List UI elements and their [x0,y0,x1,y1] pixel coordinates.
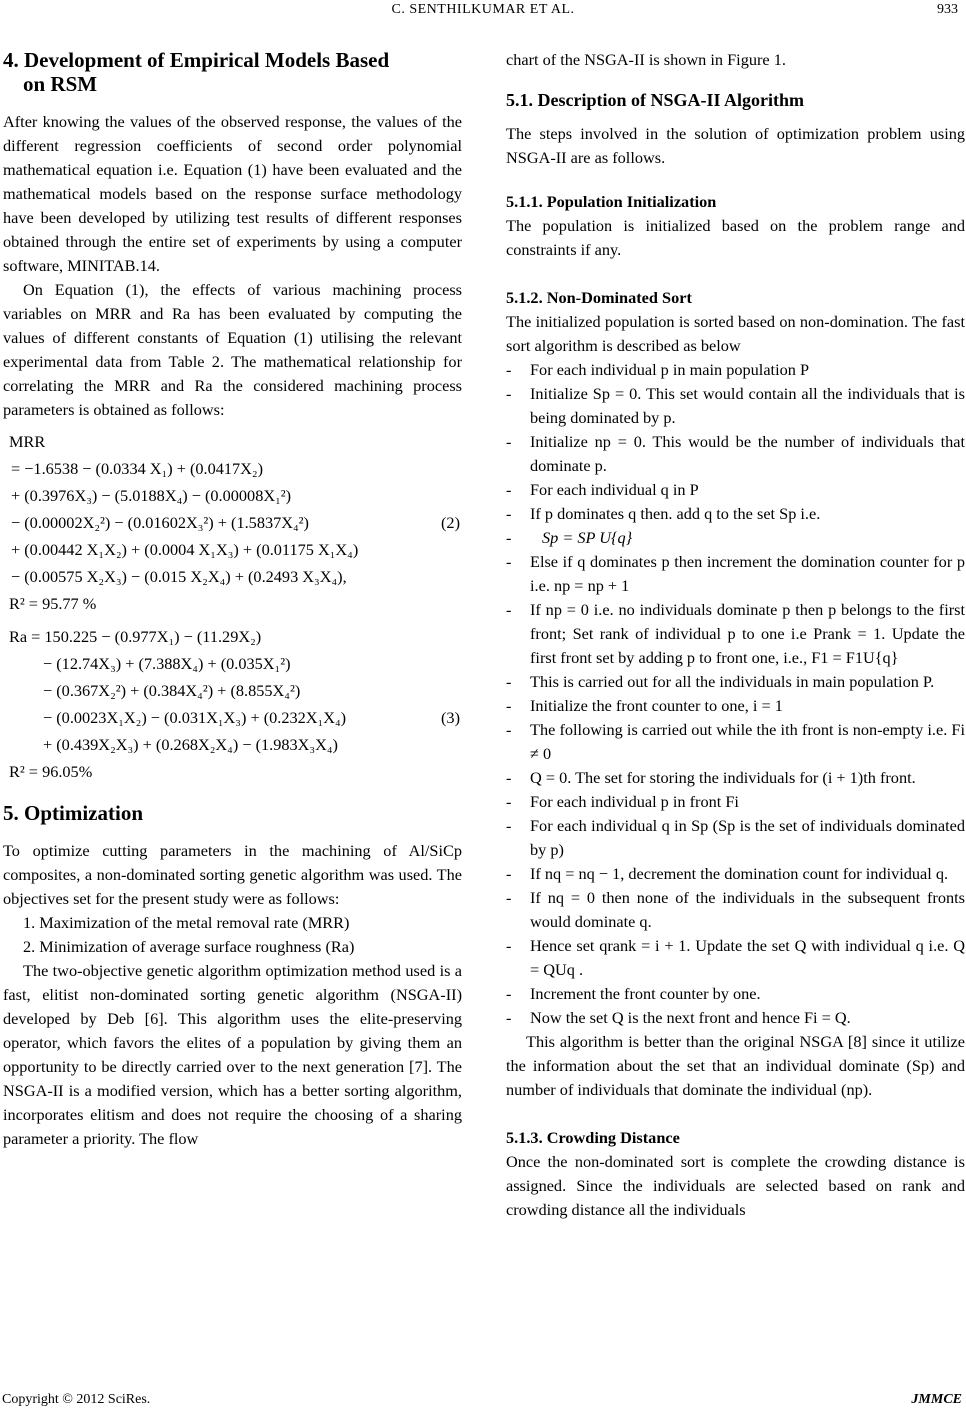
equation-line: − (0.00575 X₂X₃) − (0.015 X₂X₄) + (0.2493 X₃X₄), [11,567,347,586]
list-item: - If p dominates q then. add q to the set Sp i.e. [506,502,965,526]
list-item: - If nq = nq − 1, decrement the domination count for individual q. [506,862,965,886]
list-item: 1. Maximization of the metal removal rate (MRR) [23,913,350,932]
list-item: - Else if q dominates p then increment the domination counter for p i.e. np = np + 1 [506,550,965,598]
equation-r2: R² = 96.05% [9,762,93,781]
list-item: - Hence set qrank = i + 1. Update the set Q with individual q i.e. Q = QUq . [506,934,965,982]
equation-line: − (12.74X₃) + (7.388X₄) + (0.035X₁²) [43,654,291,673]
list-item: - Q = 0. The set for storing the individuals for (i + 1)th front. [506,766,965,790]
list-item: - This is carried out for all the individuals in main population P. [506,670,965,694]
equation-line: − (0.367X₂²) + (0.384X₄²) + (8.855X₄²) [43,681,301,700]
page-header [0,0,966,22]
list-item: - If nq = 0 then none of the individuals in the subsequent fronts would dominate q. [506,886,965,934]
equation-3 [3,623,462,785]
paragraph: The population is initialized based on the problem range and constraints if any. [506,216,965,259]
list-item: - Increment the front counter by one. [506,982,965,1006]
objectives-list [3,911,462,959]
section-5-1-1-title: 5.1.1. Population Initialization [506,192,717,211]
list-item: - For each individual p in front Fi [506,790,965,814]
paragraph: On Equation (1), the effects of various machining process variables on MRR and Ra has been evaluated by computing the values of different constants of Equation (1) utilising the relevant experimental data from Table 2. The mathematical relationship for correlating the MRR and Ra the considered machining process parameters is obtained as follows: [3,280,462,419]
list-item: - Now the set Q is the next front and hence Fi = Q. [506,1006,965,1030]
algorithm-steps [506,358,965,1030]
paragraph: The steps involved in the solution of optimization problem using NSGA-II are as follows. [506,124,965,167]
paragraph: The initialized population is sorted based on non-domination. The fast sort algorithm is described as below [506,312,965,355]
section-5-1-title: 5.1. Description of NSGA-II Algorithm [506,90,804,110]
running-head-authors: C. SENTHILKUMAR ET AL. [391,2,575,17]
list-item: 2. Minimization of average surface roughness (Ra) [23,937,355,956]
list-item: - For each individual q in Sp (Sp is the set of individuals dominated by p) [506,814,965,862]
list-item: - Initialize Sp = 0. This set would contain all the individuals that is being dominated by p. [506,382,965,430]
list-item: - If np = 0 i.e. no individuals dominate p then p belongs to the first front; Set rank of individual p to one i.e Prank = 1. Update the first front set by adding p to front one, i.e., F1 = F1U{q} [506,598,965,670]
section-5-1-3-title: 5.1.3. Crowding Distance [506,1128,680,1147]
page-footer [0,1392,966,1410]
paragraph: This algorithm is better than the original NSGA [8] since it utilize the information about the set that an individual dominate (Sp) and number of individuals that dominate the individual (np). [506,1032,965,1099]
equation-line: + (0.3976X₃) − (5.0188X₄) − (0.00008X₁²) [11,486,292,505]
equation-number: (2) [441,513,460,532]
copyright-notice: Copyright © 2012 SciRes. [2,1392,151,1407]
list-item: - Initialize the front counter to one, i = 1 [506,694,965,718]
list-item: - Initialize np = 0. This would be the number of individuals that dominate p. [506,430,965,478]
equation-line: + (0.00442 X₁X₂) + (0.0004 X₁X₃) + (0.01175 X₁X₄) [11,540,359,559]
equation-line: + (0.439X₂X₃) + (0.268X₂X₄) − (1.983X₃X₄) [43,735,338,754]
equation-number: (3) [441,708,460,727]
equation-line: = −1.6538 − (0.0334 X₁) + (0.0417X₂) [11,459,264,478]
list-item: - The following is carried out while the ith front is non-empty i.e. Fi ≠ 0 [506,718,965,766]
equation-label: MRR [9,432,46,451]
paragraph: chart of the NSGA-II is shown in Figure 1. [506,50,786,69]
equation-line: − (0.00002X₂²) − (0.01602X₃²) + (1.5837X₄²) [11,513,309,532]
paragraph: Once the non-dominated sort is complete the crowding distance is assigned. Since the individuals are selected based on rank and crowding distance all the individuals [506,1152,965,1219]
paragraph: After knowing the values of the observed response, the values of the different regression coefficients of second order polynomial mathematical equation i.e. Equation (1) have been evaluated and the mathematical models based on the response surface methodology have been developed by utilizing test results of different responses obtained through the entire set of experiments by using a computer software, MINITAB.14. [3,112,462,275]
list-item: - For each individual p in main population P [506,358,965,382]
section-5-title: 5. Optimization [3,801,143,825]
equation-line: − (0.0023X₁X₂) − (0.031X₁X₃) + (0.232X₁X₄) [43,708,347,727]
section-5-1-2-title: 5.1.2. Non-Dominated Sort [506,288,692,307]
equation-2 [3,428,462,617]
left-column [3,48,462,1151]
equation-line: Ra = 150.225 − (0.977X₁) − (11.29X₂) [9,627,262,646]
paragraph: The two-objective genetic algorithm optimization method used is a fast, elitist non-dominated sorting genetic algorithm (NSGA-II) developed by Deb [6]. This algorithm uses the elite-preserving operator, which favors the elites of a population by giving them an opportunity to be directly carried over to the next generation [7]. The NSGA-II is a modified version, which has a better sorting algorithm, incorporates elitism and does not require the choosing of a sharing parameter a priority. The flow [3,961,462,1148]
formula: - Sp = SP U{q} [506,526,965,550]
right-column [506,48,965,1222]
equation-r2: R² = 95.77 % [9,594,97,613]
section-4-title: 4. Development of Empirical Models Based on RSM [3,48,390,96]
paragraph: To optimize cutting parameters in the machining of Al/SiCp composites, a non-dominated sorting genetic algorithm was used. The objectives set for the present study were as follows: [3,841,462,908]
list-item: - For each individual q in P [506,478,965,502]
page-number: 933 [937,2,958,17]
journal-abbreviation: JMMCE [911,1392,962,1407]
